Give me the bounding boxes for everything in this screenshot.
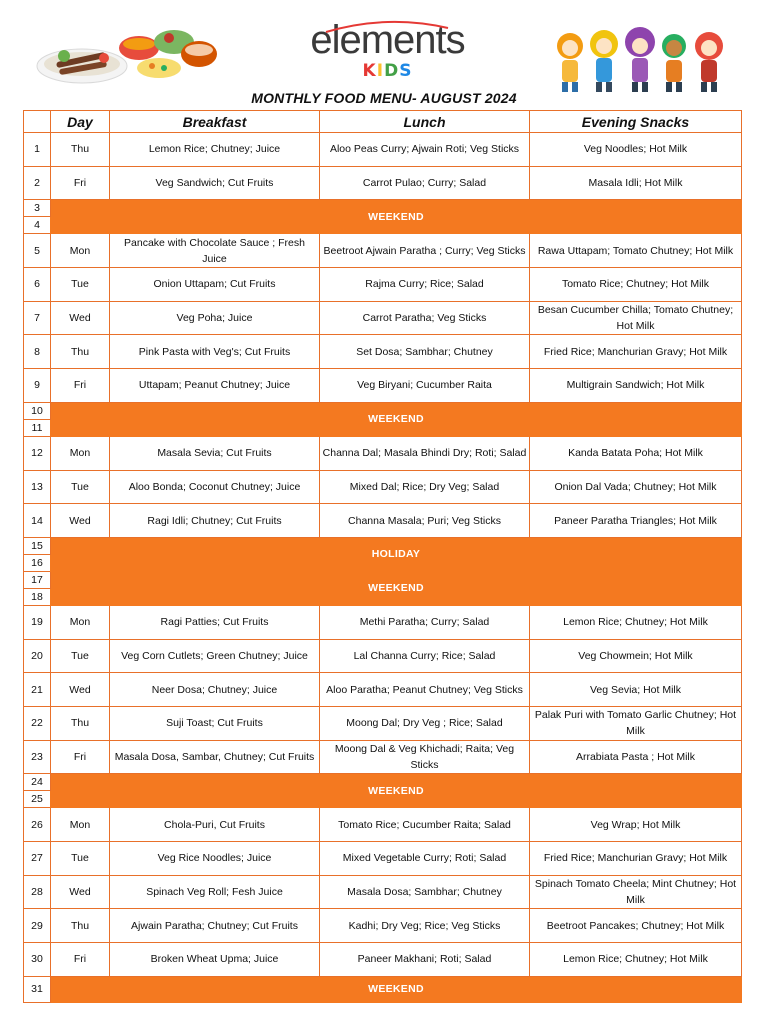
weekend-band: WEEKEND xyxy=(51,200,742,234)
date-cell: 5 xyxy=(24,234,51,268)
day-cell: Wed xyxy=(51,875,110,909)
date-cell: 12 xyxy=(24,436,51,470)
lunch-cell: Masala Dosa; Sambhar; Chutney xyxy=(320,875,530,909)
day-cell: Tue xyxy=(51,470,110,504)
evening-snacks-cell: Masala Idli; Hot Milk xyxy=(530,166,742,200)
date-cell: 17 xyxy=(24,571,51,588)
date-cell: 8 xyxy=(24,335,51,369)
evening-snacks-cell: Lemon Rice; Chutney; Hot Milk xyxy=(530,943,742,977)
menu-row xyxy=(24,943,742,977)
evening-snacks-cell: Veg Sevia; Hot Milk xyxy=(530,673,742,707)
date-cell: 19 xyxy=(24,605,51,639)
breakfast-cell: Pink Pasta with Veg's; Cut Fruits xyxy=(110,335,320,369)
date-cell: 27 xyxy=(24,842,51,876)
evening-snacks-cell: Fried Rice; Manchurian Gravy; Hot Milk xyxy=(530,842,742,876)
breakfast-cell: Veg Corn Cutlets; Green Chutney; Juice xyxy=(110,639,320,673)
logo-kids: KIDS xyxy=(362,61,413,81)
date-cell: 29 xyxy=(24,909,51,943)
breakfast-cell: Ajwain Paratha; Chutney; Cut Fruits xyxy=(110,909,320,943)
date-cell: 28 xyxy=(24,875,51,909)
lunch-cell: Kadhi; Dry Veg; Rice; Veg Sticks xyxy=(320,909,530,943)
lunch-cell: Mixed Dal; Rice; Dry Veg; Salad xyxy=(320,470,530,504)
breakfast-cell: Neer Dosa; Chutney; Juice xyxy=(110,673,320,707)
date-cell: 14 xyxy=(24,504,51,538)
evening-snacks-cell: Veg Noodles; Hot Milk xyxy=(530,133,742,167)
logo-swoosh-icon xyxy=(322,20,452,34)
logo-wordmark: elements xyxy=(310,18,465,62)
evening-snacks-cell: Palak Puri with Tomato Garlic Chutney; Hot Milk xyxy=(530,706,742,740)
breakfast-cell: Suji Toast; Cut Fruits xyxy=(110,706,320,740)
lunch-cell: Aloo Paratha; Peanut Chutney; Veg Sticks xyxy=(320,673,530,707)
day-cell: Mon xyxy=(51,605,110,639)
evening-snacks-cell: Fried Rice; Manchurian Gravy; Hot Milk xyxy=(530,335,742,369)
day-cell: Fri xyxy=(51,166,110,200)
food-plate-illustration xyxy=(34,24,224,89)
menu-row xyxy=(24,470,742,504)
day-cell: Thu xyxy=(51,335,110,369)
menu-row xyxy=(24,234,742,268)
day-cell: Mon xyxy=(51,808,110,842)
weekend-band: WEEKEND xyxy=(51,402,742,436)
menu-row xyxy=(24,875,742,909)
weekend-band: WEEKEND xyxy=(51,976,742,1002)
date-cell: 10 xyxy=(24,402,51,419)
day-cell: Tue xyxy=(51,842,110,876)
evening-snacks-cell: Veg Wrap; Hot Milk xyxy=(530,808,742,842)
date-cell: 22 xyxy=(24,706,51,740)
day-cell: Mon xyxy=(51,234,110,268)
day-cell: Fri xyxy=(51,740,110,774)
breakfast-cell: Spinach Veg Roll; Fesh Juice xyxy=(110,875,320,909)
day-cell: Tue xyxy=(51,268,110,302)
date-cell: 13 xyxy=(24,470,51,504)
date-cell: 2 xyxy=(24,166,51,200)
lunch-cell: Mixed Vegetable Curry; Roti; Salad xyxy=(320,842,530,876)
breakfast-cell: Broken Wheat Upma; Juice xyxy=(110,943,320,977)
day-cell: Mon xyxy=(51,436,110,470)
breakfast-cell: Lemon Rice; Chutney; Juice xyxy=(110,133,320,167)
kids-costume-illustration xyxy=(552,24,732,96)
band-row xyxy=(24,200,742,217)
day-cell: Thu xyxy=(51,133,110,167)
menu-row xyxy=(24,909,742,943)
evening-snacks-cell: Arrabiata Pasta ; Hot Milk xyxy=(530,740,742,774)
day-cell: Wed xyxy=(51,504,110,538)
weekend-band: WEEKEND xyxy=(51,571,742,605)
lunch-cell: Moong Dal; Dry Veg ; Rice; Salad xyxy=(320,706,530,740)
lunch-cell: Carrot Pulao; Curry; Salad xyxy=(320,166,530,200)
band-row xyxy=(24,402,742,419)
breakfast-cell: Chola-Puri, Cut Fruits xyxy=(110,808,320,842)
header-evening-snacks: Evening Snacks xyxy=(530,111,742,133)
lunch-cell: Carrot Paratha; Veg Sticks xyxy=(320,301,530,335)
lunch-cell: Beetroot Ajwain Paratha ; Curry; Veg Sticks xyxy=(320,234,530,268)
elements-kids-logo xyxy=(300,18,475,88)
day-cell: Thu xyxy=(51,909,110,943)
breakfast-cell: Pancake with Chocolate Sauce ; Fresh Juice xyxy=(110,234,320,268)
evening-snacks-cell: Tomato Rice; Chutney; Hot Milk xyxy=(530,268,742,302)
date-cell: 26 xyxy=(24,808,51,842)
menu-row xyxy=(24,808,742,842)
date-cell: 7 xyxy=(24,301,51,335)
lunch-cell: Methi Paratha; Curry; Salad xyxy=(320,605,530,639)
menu-row xyxy=(24,673,742,707)
band-row xyxy=(24,774,742,791)
date-cell: 4 xyxy=(24,217,51,234)
day-cell: Wed xyxy=(51,673,110,707)
evening-snacks-cell: Beetroot Pancakes; Chutney; Hot Milk xyxy=(530,909,742,943)
menu-row xyxy=(24,706,742,740)
menu-row xyxy=(24,369,742,403)
evening-snacks-cell: Lemon Rice; Chutney; Hot Milk xyxy=(530,605,742,639)
breakfast-cell: Veg Sandwich; Cut Fruits xyxy=(110,166,320,200)
breakfast-cell: Veg Poha; Juice xyxy=(110,301,320,335)
menu-row xyxy=(24,335,742,369)
menu-row xyxy=(24,740,742,774)
day-cell: Wed xyxy=(51,301,110,335)
date-cell: 3 xyxy=(24,200,51,217)
breakfast-cell: Onion Uttapam; Cut Fruits xyxy=(110,268,320,302)
day-cell: Tue xyxy=(51,639,110,673)
evening-snacks-cell: Veg Chowmein; Hot Milk xyxy=(530,639,742,673)
header-breakfast: Breakfast xyxy=(110,111,320,133)
lunch-cell: Tomato Rice; Cucumber Raita; Salad xyxy=(320,808,530,842)
date-cell: 6 xyxy=(24,268,51,302)
menu-row xyxy=(24,436,742,470)
menu-table xyxy=(23,110,742,1003)
header-date xyxy=(24,111,51,133)
menu-row xyxy=(24,268,742,302)
band-row xyxy=(24,571,742,588)
date-cell: 1 xyxy=(24,133,51,167)
evening-snacks-cell: Multigrain Sandwich; Hot Milk xyxy=(530,369,742,403)
evening-snacks-cell: Paneer Paratha Triangles; Hot Milk xyxy=(530,504,742,538)
date-cell: 21 xyxy=(24,673,51,707)
evening-snacks-cell: Rawa Uttapam; Tomato Chutney; Hot Milk xyxy=(530,234,742,268)
date-cell: 11 xyxy=(24,419,51,436)
lunch-cell: Channa Dal; Masala Bhindi Dry; Roti; Salad xyxy=(320,436,530,470)
weekend-band: WEEKEND xyxy=(51,774,742,808)
band-row xyxy=(24,976,742,1002)
menu-row xyxy=(24,605,742,639)
breakfast-cell: Ragi Idli; Chutney; Cut Fruits xyxy=(110,504,320,538)
breakfast-cell: Ragi Patties; Cut Fruits xyxy=(110,605,320,639)
evening-snacks-cell: Kanda Batata Poha; Hot Milk xyxy=(530,436,742,470)
lunch-cell: Aloo Peas Curry; Ajwain Roti; Veg Sticks xyxy=(320,133,530,167)
breakfast-cell: Masala Dosa, Sambar, Chutney; Cut Fruits xyxy=(110,740,320,774)
date-cell: 18 xyxy=(24,588,51,605)
band-row xyxy=(24,537,742,554)
evening-snacks-cell: Spinach Tomato Cheela; Mint Chutney; Hot Milk xyxy=(530,875,742,909)
menu-row xyxy=(24,166,742,200)
lunch-cell: Rajma Curry; Rice; Salad xyxy=(320,268,530,302)
day-cell: Thu xyxy=(51,706,110,740)
day-cell: Fri xyxy=(51,369,110,403)
lunch-cell: Veg Biryani; Cucumber Raita xyxy=(320,369,530,403)
page-title: MONTHLY FOOD MENU- AUGUST 2024 xyxy=(251,90,517,106)
date-cell: 30 xyxy=(24,943,51,977)
date-cell: 20 xyxy=(24,639,51,673)
date-cell: 9 xyxy=(24,369,51,403)
lunch-cell: Paneer Makhani; Roti; Salad xyxy=(320,943,530,977)
lunch-cell: Moong Dal & Veg Khichadi; Raita; Veg Sticks xyxy=(320,740,530,774)
header-lunch: Lunch xyxy=(320,111,530,133)
lunch-cell: Set Dosa; Sambhar; Chutney xyxy=(320,335,530,369)
breakfast-cell: Aloo Bonda; Coconut Chutney; Juice xyxy=(110,470,320,504)
evening-snacks-cell: Onion Dal Vada; Chutney; Hot Milk xyxy=(530,470,742,504)
date-cell: 25 xyxy=(24,791,51,808)
lunch-cell: Lal Channa Curry; Rice; Salad xyxy=(320,639,530,673)
menu-row xyxy=(24,504,742,538)
menu-row xyxy=(24,639,742,673)
holiday-band: HOLIDAY xyxy=(51,537,742,571)
breakfast-cell: Masala Sevia; Cut Fruits xyxy=(110,436,320,470)
menu-row xyxy=(24,301,742,335)
date-cell: 23 xyxy=(24,740,51,774)
day-cell: Fri xyxy=(51,943,110,977)
date-cell: 31 xyxy=(24,976,51,1002)
header-day: Day xyxy=(51,111,110,133)
evening-snacks-cell: Besan Cucumber Chilla; Tomato Chutney; Hot Milk xyxy=(530,301,742,335)
menu-row xyxy=(24,842,742,876)
date-cell: 24 xyxy=(24,774,51,791)
lunch-cell: Channa Masala; Puri; Veg Sticks xyxy=(320,504,530,538)
date-cell: 15 xyxy=(24,537,51,554)
breakfast-cell: Veg Rice Noodles; Juice xyxy=(110,842,320,876)
date-cell: 16 xyxy=(24,554,51,571)
breakfast-cell: Uttapam; Peanut Chutney; Juice xyxy=(110,369,320,403)
menu-body xyxy=(24,133,742,1003)
menu-row xyxy=(24,133,742,167)
header-row xyxy=(24,111,742,133)
